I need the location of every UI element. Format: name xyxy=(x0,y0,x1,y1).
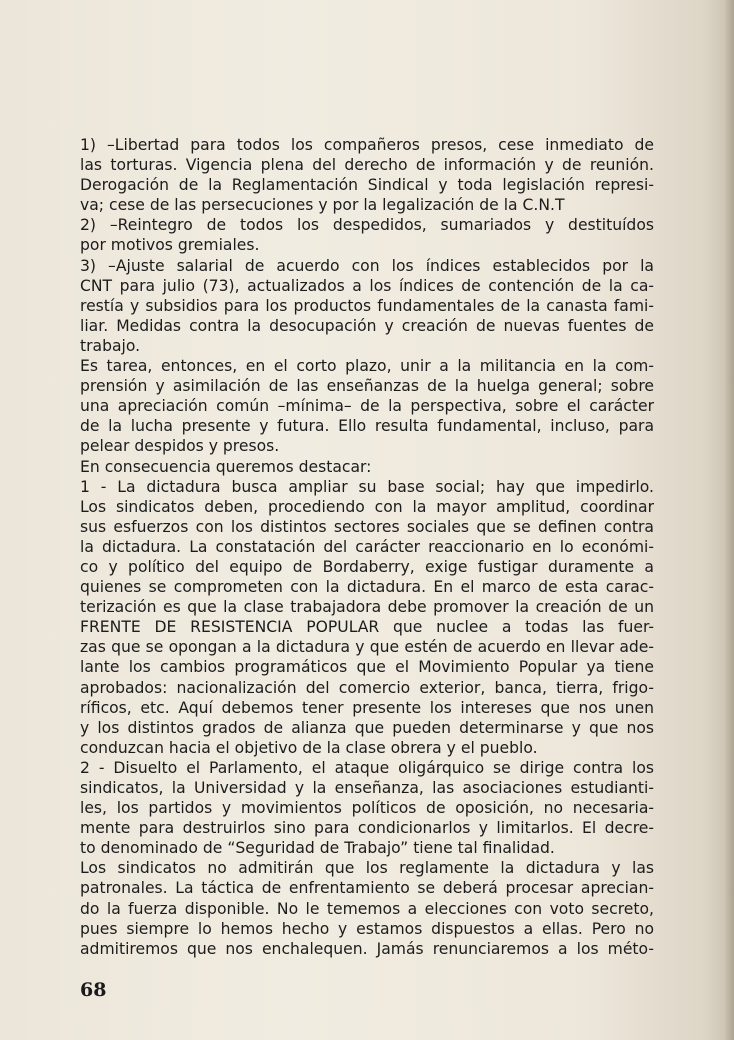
text-line: quienes se comprometen con la dictadura. En el marco de esta carac- xyxy=(80,578,654,597)
text-line: sus esfuerzos con los distintos sectores sociales que se definen contra xyxy=(80,517,654,536)
text-line: patronales. La táctica de enfrentamiento se deberá procesar aprecian- xyxy=(80,879,654,898)
text-line: zas que se opongan a la dictadura y que estén de acuerdo en llevar ade- xyxy=(80,638,654,657)
text-line: co y político del equipo de Bordaberry, exige fustigar duramente a xyxy=(80,557,654,576)
text-line: liar. Medidas contra la desocupación y creación de nuevas fuentes de xyxy=(80,316,654,335)
page-number: 68 xyxy=(80,979,107,1001)
text-line: ríficos, etc. Aquí debemos tener presente los intereses que nos unen xyxy=(80,698,654,717)
text-line: terización es que la clase trabajadora debe promover la creación de un xyxy=(80,598,654,617)
text-line: 3) –Ajuste salarial de acuerdo con los índices establecidos por la xyxy=(80,256,654,275)
text-line: Es tarea, entonces, en el corto plazo, unir a la militancia en la com- xyxy=(80,357,654,376)
text-line: restía y subsidios para los productos fundamentales de la canasta fami- xyxy=(80,296,654,315)
text-line: 2 - Disuelto el Parlamento, el ataque oligárquico se dirige contra los xyxy=(80,758,654,777)
text-line: conduzcan hacia el objetivo de la clase obrera y el pueblo. xyxy=(80,738,538,757)
text-line: Los sindicatos deben, procediendo con la mayor amplitud, coordinar xyxy=(80,497,654,516)
text-line: mente para destruirlos sino para condicionarlos y limitarlos. El decre- xyxy=(80,819,654,838)
text-line: do la fuerza disponible. No le tememos a elecciones con voto secreto, xyxy=(80,899,654,918)
text-line: una apreciación común –mínima– de la perspectiva, sobre el carácter xyxy=(80,397,654,416)
text-line: to denominado de “Seguridad de Trabajo” tiene tal finalidad. xyxy=(80,839,555,858)
text-line: admitiremos que nos enchalequen. Jamás renunciaremos a los méto- xyxy=(80,939,654,958)
text-line: les, los partidos y movimientos políticos de oposición, no necesaria- xyxy=(80,799,654,818)
text-line: CNT para julio (73), actualizados a los índices de contención de la ca- xyxy=(80,276,654,295)
body-text xyxy=(80,135,654,959)
text-line: por motivos gremiales. xyxy=(80,236,260,255)
text-line: 2) –Reintegro de todos los despedidos, sumariados y destituídos xyxy=(80,216,654,235)
text-line: pelear despidos y presos. xyxy=(80,437,280,456)
text-line: 1 - La dictadura busca ampliar su base social; hay que impedirlo. xyxy=(80,477,654,496)
text-line: aprobados: nacionalización del comercio exterior, banca, tierra, frigo- xyxy=(80,678,654,697)
text-line: trabajo. xyxy=(80,336,141,355)
text-line: de la lucha presente y futura. Ello resulta fundamental, incluso, para xyxy=(80,417,654,436)
text-line: En consecuencia queremos destacar: xyxy=(80,457,372,476)
page-edge-shadow xyxy=(724,0,734,1040)
text-line: sindicatos, la Universidad y la enseñanza, las asociaciones estudianti- xyxy=(80,779,654,797)
text-line: lante los cambios programáticos que el Movimiento Popular ya tiene xyxy=(80,658,654,677)
text-line: pues siempre lo hemos hecho y estamos dispuestos a ellas. Pero no xyxy=(80,919,654,938)
text-line: va; cese de las persecuciones y por la legalización de la C.N.T xyxy=(80,196,565,215)
text-line: la dictadura. La constatación del carácter reaccionario en lo económi- xyxy=(80,537,654,556)
text-line: Derogación de la Reglamentación Sindical y toda legislación represi- xyxy=(80,176,654,195)
text-line: 1) –Libertad para todos los compañeros presos, cese inmediato de xyxy=(80,136,654,154)
text-line: FRENTE DE RESISTENCIA POPULAR que nuclee a todas las fuer- xyxy=(80,618,654,637)
text-line: prensión y asimilación de las enseñanzas de la huelga general; sobre xyxy=(80,377,654,396)
text-line: y los distintos grados de alianza que pueden determinarse y que nos xyxy=(80,718,654,737)
text-line: las torturas. Vigencia plena del derecho de información y de reunión. xyxy=(80,156,654,175)
text-line: Los sindicatos no admitirán que los reglamente la dictadura y las xyxy=(80,859,654,878)
